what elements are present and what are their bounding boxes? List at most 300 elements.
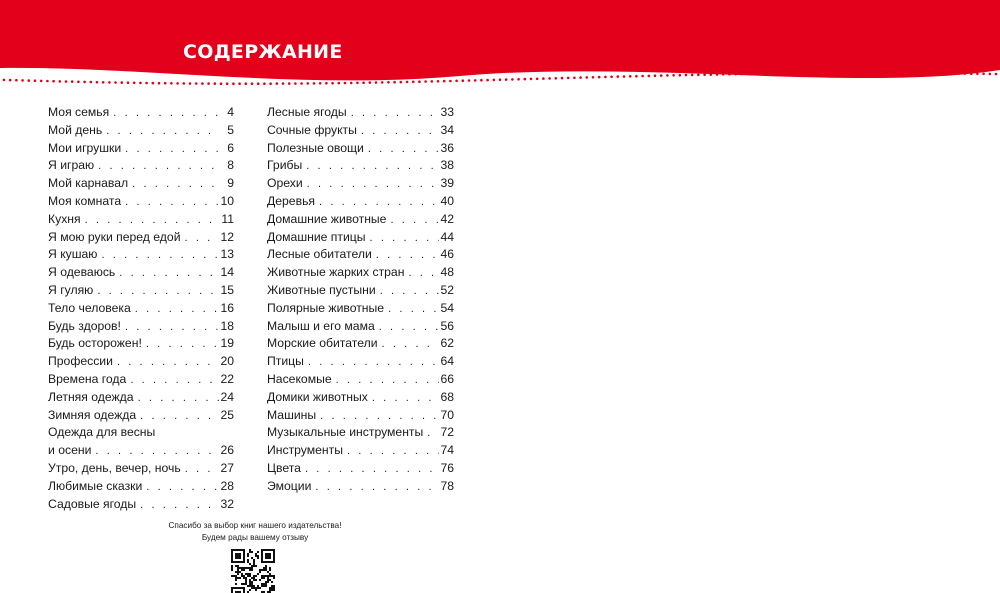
leader-dots — [101, 247, 219, 265]
wave-dot — [827, 72, 830, 75]
toc-item[interactable] — [267, 175, 454, 193]
toc-item[interactable] — [48, 353, 234, 371]
feedback-line: Будем рады вашему отзыву — [201, 533, 309, 542]
wave-dot — [263, 82, 266, 85]
wave-dot — [493, 79, 496, 82]
wave-dot — [871, 72, 874, 75]
toc-item[interactable] — [267, 478, 454, 496]
toc-item-page: 14 — [220, 265, 234, 280]
toc-item-title: Зимняя одежда — [48, 407, 137, 422]
wave-dot — [672, 74, 675, 77]
toc-item-title: Тело человека — [48, 300, 131, 315]
toc-item-page: 6 — [227, 140, 234, 155]
toc-item[interactable] — [48, 104, 234, 122]
toc-item-title: Кухня — [48, 211, 81, 226]
toc-item[interactable] — [48, 335, 234, 353]
toc-item-title: Я мою руки перед едой — [48, 229, 181, 244]
toc-item-page: 18 — [220, 318, 234, 333]
wave-dot — [15, 79, 18, 82]
toc-item[interactable] — [48, 460, 234, 478]
leader-dots — [146, 336, 219, 354]
toc-item-page: 22 — [220, 371, 234, 386]
leader-dots — [336, 372, 439, 390]
toc-item-page: 34 — [440, 122, 454, 137]
wave-dot — [158, 82, 161, 85]
wave-dot — [387, 81, 390, 84]
leader-dots — [117, 354, 219, 372]
wave-dot — [989, 73, 992, 76]
wave-dot — [728, 73, 731, 76]
leader-dots — [308, 354, 439, 372]
banner-wave — [0, 0, 1000, 100]
wave-dot — [412, 81, 415, 84]
leader-dots — [95, 443, 219, 461]
wave-dot — [939, 72, 942, 75]
wave-dot — [951, 72, 954, 75]
toc-item-title: Орехи — [267, 176, 303, 191]
wave-dot — [431, 80, 434, 83]
toc-item-title: Любимые сказки — [48, 478, 143, 493]
toc-item-title: Домашние птицы — [267, 229, 366, 244]
toc-item-page: 9 — [227, 176, 234, 191]
toc-item-title: Летняя одежда — [48, 389, 134, 404]
leader-dots — [98, 158, 219, 176]
wave-dot — [970, 72, 973, 75]
wave-dot — [722, 73, 725, 76]
wave-dot — [480, 79, 483, 82]
page-title: СОДЕРЖАНИЕ — [183, 41, 343, 63]
toc-item[interactable] — [48, 211, 234, 229]
wave-dot — [592, 76, 595, 79]
toc-item[interactable] — [267, 318, 454, 336]
wave-dot — [976, 73, 979, 76]
wave-dot — [945, 72, 948, 75]
wave-dot — [468, 79, 471, 82]
wave-dot — [356, 82, 359, 85]
wave-dot — [90, 81, 93, 84]
wave-dot — [83, 81, 86, 84]
toc-item-title: Моя комната — [48, 193, 122, 208]
toc-item[interactable] — [48, 246, 234, 264]
toc-item-page: 48 — [440, 265, 454, 280]
wave-dot — [666, 74, 669, 77]
wave-dot — [548, 77, 551, 80]
wave-dot — [511, 78, 514, 81]
toc-item-page: 20 — [220, 354, 234, 369]
wave-dot — [325, 82, 328, 85]
wave-dot — [77, 81, 80, 84]
toc-item-title: Лесные обитатели — [267, 247, 372, 262]
wave-dot — [331, 82, 334, 85]
wave-dot — [145, 82, 148, 85]
toc-item-page: 76 — [440, 460, 454, 475]
toc-item-page: 16 — [220, 300, 234, 315]
wave-dot — [840, 72, 843, 75]
wave-dot — [34, 79, 37, 82]
wave-dot — [52, 80, 55, 83]
leader-dots — [97, 283, 219, 301]
wave-dot — [610, 76, 613, 79]
toc-item-title: Животные жарких стран — [267, 265, 405, 280]
wave-dot — [685, 74, 688, 77]
wave-dot — [282, 82, 285, 85]
leader-dots — [307, 176, 439, 194]
wave-dot — [641, 75, 644, 78]
wave-dot — [858, 72, 861, 75]
toc-item[interactable] — [267, 282, 454, 300]
wave-dot — [300, 82, 303, 85]
leader-dots — [146, 479, 219, 497]
toc-item[interactable] — [267, 122, 454, 140]
toc-item-page: 72 — [440, 425, 454, 440]
wave-dot — [3, 79, 6, 82]
wave-dot — [207, 82, 210, 85]
wave-dot — [152, 82, 155, 85]
toc-item-page: 32 — [220, 496, 234, 511]
leader-dots — [408, 265, 439, 283]
leader-dots — [106, 123, 219, 141]
leader-dots — [390, 212, 439, 230]
wave-dot — [821, 72, 824, 75]
leader-dots — [380, 283, 439, 301]
leader-dots — [370, 230, 439, 248]
toc-item-title: Машины — [267, 407, 317, 422]
toc-item-title: Я кушаю — [48, 247, 98, 262]
toc-item-title: Домики животных — [267, 389, 368, 404]
toc-item[interactable] — [267, 407, 454, 425]
toc-item-title: Мой карнавал — [48, 176, 129, 191]
toc-item-title: Грибы — [267, 158, 303, 173]
toc-item-title: Я одеваюсь — [48, 265, 116, 280]
toc-item[interactable] — [48, 371, 234, 389]
wave-dot — [790, 72, 793, 75]
leader-dots — [135, 301, 219, 319]
toc-column-left — [48, 104, 234, 513]
qr-code-icon[interactable] — [231, 549, 275, 593]
wave-dot — [344, 82, 347, 85]
toc-item[interactable] — [267, 424, 454, 442]
wave-dot — [294, 82, 297, 85]
leader-dots — [382, 336, 439, 354]
wave-dot — [133, 82, 136, 85]
wave-dot — [617, 75, 620, 78]
toc-item-title: Домашние животные — [267, 211, 387, 226]
toc-item-page: 44 — [440, 229, 454, 244]
wave-dot — [623, 75, 626, 78]
leader-dots — [140, 408, 219, 426]
wave-dot — [418, 80, 421, 83]
wave-dot — [964, 72, 967, 75]
toc-item[interactable] — [48, 229, 234, 247]
wave-dot — [635, 75, 638, 78]
wave-dot — [183, 82, 186, 85]
wave-dot — [455, 80, 458, 83]
toc-item-page: 8 — [227, 158, 234, 173]
wave-dot — [691, 74, 694, 77]
wave-dot — [505, 78, 508, 81]
toc-item-page: 11 — [221, 211, 234, 226]
toc-item-title: Лесные ягоды — [267, 105, 347, 119]
toc-item[interactable] — [267, 353, 454, 371]
wave-dot — [28, 79, 31, 82]
toc-item-page: 13 — [220, 247, 234, 262]
wave-dot — [164, 82, 167, 85]
toc-item-page: 70 — [440, 407, 454, 422]
wave-dot — [424, 80, 427, 83]
wave-dot — [573, 77, 576, 80]
wave-dot — [449, 80, 452, 83]
wave-dot — [982, 73, 985, 76]
toc-item-title: Мои игрушки — [48, 140, 122, 155]
toc-item-title: Инструменты — [267, 443, 343, 458]
toc-item[interactable] — [48, 264, 234, 282]
toc-item-page: 4 — [227, 105, 234, 119]
toc-item-page: 33 — [440, 105, 454, 119]
wave-dot — [660, 74, 663, 77]
wave-dot — [232, 82, 235, 85]
wave-dot — [524, 78, 527, 81]
wave-dot — [214, 82, 217, 85]
wave-dot — [914, 72, 917, 75]
toc-item[interactable] — [267, 246, 454, 264]
wave-dot — [542, 77, 545, 80]
toc-item-page: 12 — [220, 229, 234, 244]
toc-item[interactable] — [48, 122, 234, 140]
wave-dot — [474, 79, 477, 82]
toc-item-page: 36 — [440, 140, 454, 155]
wave-dot — [21, 79, 24, 82]
leader-dots — [319, 194, 439, 212]
toc-item-page: 15 — [220, 282, 234, 297]
toc-item-title: Насекомые — [267, 371, 332, 386]
wave-dot — [288, 82, 291, 85]
toc-item[interactable] — [48, 424, 234, 460]
leader-dots — [125, 141, 219, 159]
toc-item-page: 46 — [440, 247, 454, 262]
wave-dot — [437, 80, 440, 83]
wave-dot — [40, 80, 43, 83]
wave-dot — [809, 72, 812, 75]
leader-dots — [388, 301, 439, 319]
leader-dots — [306, 158, 439, 176]
leader-dots — [113, 105, 219, 123]
leader-dots — [119, 265, 219, 283]
wave-dot — [648, 75, 651, 78]
toc-item-title: Мой день — [48, 122, 103, 137]
wave-dot — [803, 72, 806, 75]
wave-dot — [579, 76, 582, 79]
wave-dot — [734, 73, 737, 76]
toc-item[interactable] — [48, 157, 234, 175]
wave-dot — [65, 80, 68, 83]
toc-item[interactable] — [48, 478, 234, 496]
header-banner — [0, 0, 1000, 100]
toc-item[interactable] — [48, 193, 234, 211]
wave-dot — [920, 72, 923, 75]
wave-dot — [815, 72, 818, 75]
toc-item[interactable] — [267, 335, 454, 353]
toc-item-title: Деревья — [267, 193, 316, 208]
leader-dots — [125, 319, 219, 337]
toc-item[interactable] — [267, 300, 454, 318]
toc-item[interactable] — [48, 389, 234, 407]
wave-dot — [889, 72, 892, 75]
toc-item-page: 40 — [440, 193, 454, 208]
wave-dot — [741, 73, 744, 76]
toc-item-page: 78 — [440, 478, 454, 493]
toc-item[interactable] — [267, 264, 454, 282]
toc-item-page: 5 — [227, 122, 234, 137]
toc-item-page: 10 — [220, 193, 234, 208]
wave-dot — [778, 72, 781, 75]
wave-dot — [362, 81, 365, 84]
wave-dot — [201, 82, 204, 85]
wave-dot — [517, 78, 520, 81]
wave-dot — [846, 72, 849, 75]
wave-dot — [108, 81, 111, 84]
wave-dot — [567, 77, 570, 80]
wave-dot — [654, 74, 657, 77]
toc-item-page: 42 — [440, 211, 454, 226]
wave-dot — [9, 79, 12, 82]
wave-dot — [375, 81, 378, 84]
toc-item-title: Я гуляю — [48, 282, 94, 297]
wave-dot — [536, 78, 539, 81]
toc-item-title: Полезные овощи — [267, 140, 364, 155]
wave-dot — [393, 81, 396, 84]
toc-item-page: 52 — [440, 282, 454, 297]
toc-item-title: Полярные животные — [267, 300, 385, 315]
toc-item[interactable] — [267, 140, 454, 158]
toc-item[interactable] — [48, 300, 234, 318]
toc-item[interactable] — [267, 229, 454, 247]
toc-item[interactable] — [267, 460, 454, 478]
toc-item-page: 54 — [440, 300, 454, 315]
wave-dot — [369, 81, 372, 84]
thanks-line: Спасибо за выбор книг нашего издательства! — [168, 521, 342, 530]
wave-dot — [307, 82, 310, 85]
toc-item-page: 68 — [440, 389, 454, 404]
wave-dot — [753, 73, 756, 76]
wave-dot — [257, 82, 260, 85]
wave-dot — [220, 82, 223, 85]
wave-dot — [784, 72, 787, 75]
leader-dots — [315, 479, 439, 497]
leader-dots — [372, 390, 439, 408]
toc-item-page: 26 — [220, 443, 234, 458]
wave-dot — [400, 81, 403, 84]
toc-item-title: Профессии — [48, 354, 113, 369]
wave-dot — [381, 81, 384, 84]
leader-dots — [185, 230, 219, 248]
wave-dot — [629, 75, 632, 78]
wave-dot — [486, 79, 489, 82]
toc-item-page: 19 — [220, 336, 234, 351]
wave-dot — [586, 76, 589, 79]
toc-item-title: Будь осторожен! — [48, 336, 142, 351]
toc-item-title: Малыш и его мама — [267, 318, 375, 333]
wave-dot — [443, 80, 446, 83]
wave-dot — [276, 82, 279, 85]
wave-dot — [933, 72, 936, 75]
wave-dot — [189, 82, 192, 85]
wave-dot — [834, 72, 837, 75]
wave-dot — [877, 72, 880, 75]
wave-dot — [96, 81, 99, 84]
toc-item-page: 64 — [440, 354, 454, 369]
wave-dot — [462, 79, 465, 82]
wave-dot — [852, 72, 855, 75]
leader-dots — [368, 141, 439, 159]
toc-item-title: Цвета — [267, 460, 301, 475]
wave-dot — [406, 81, 409, 84]
wave-dot — [226, 82, 229, 85]
toc-item[interactable] — [267, 104, 454, 122]
wave-dot — [245, 82, 248, 85]
toc-item[interactable] — [48, 175, 234, 193]
toc-item-title: Животные пустыни — [267, 282, 376, 297]
toc-item-page: 24 — [220, 389, 234, 404]
leader-dots — [320, 408, 439, 426]
toc-item-page: 28 — [220, 478, 234, 493]
toc-item-title: Музыкальные инструменты — [267, 425, 424, 440]
toc-item-title: Морские обитатели — [267, 336, 378, 351]
wave-dot — [530, 78, 533, 81]
wave-dot — [251, 82, 254, 85]
toc-item-title: Садовые ягоды — [48, 496, 137, 511]
leader-dots — [140, 497, 219, 515]
toc-item[interactable] — [267, 157, 454, 175]
leader-dots — [361, 123, 439, 141]
leader-dots — [427, 425, 439, 443]
wave-dot — [927, 72, 930, 75]
wave-dot — [865, 72, 868, 75]
toc-item[interactable] — [48, 282, 234, 300]
wave-dot — [238, 82, 241, 85]
toc-item-page: 74 — [440, 443, 454, 458]
toc-item[interactable] — [267, 389, 454, 407]
wave-dot — [598, 76, 601, 79]
toc-item[interactable] — [267, 371, 454, 389]
leader-dots — [305, 461, 439, 479]
wave-dot — [71, 80, 74, 83]
toc-item[interactable] — [48, 407, 234, 425]
toc-item-title: Одежда для весны — [48, 425, 156, 440]
toc-item[interactable] — [48, 496, 234, 514]
toc-item[interactable] — [267, 442, 454, 460]
wave-dot — [765, 72, 768, 75]
toc-item-title: Сочные фрукты — [267, 122, 357, 137]
toc-item-title: Утро, день, вечер, ночь — [48, 460, 181, 475]
toc-item[interactable] — [48, 140, 234, 158]
leader-dots — [379, 319, 439, 337]
wave-dot — [759, 73, 762, 76]
wave-dot — [176, 82, 179, 85]
wave-dot — [313, 82, 316, 85]
wave-dot — [604, 76, 607, 79]
toc-item-page: 38 — [440, 158, 454, 173]
toc-item[interactable] — [267, 211, 454, 229]
wave-dot — [139, 82, 142, 85]
wave-dot — [716, 73, 719, 76]
leader-dots — [138, 390, 219, 408]
wave-dot — [995, 73, 998, 76]
leader-dots — [125, 194, 219, 212]
toc-item[interactable] — [48, 318, 234, 336]
toc-item[interactable] — [267, 193, 454, 211]
wave-dot — [269, 82, 272, 85]
wave-dot — [170, 82, 173, 85]
